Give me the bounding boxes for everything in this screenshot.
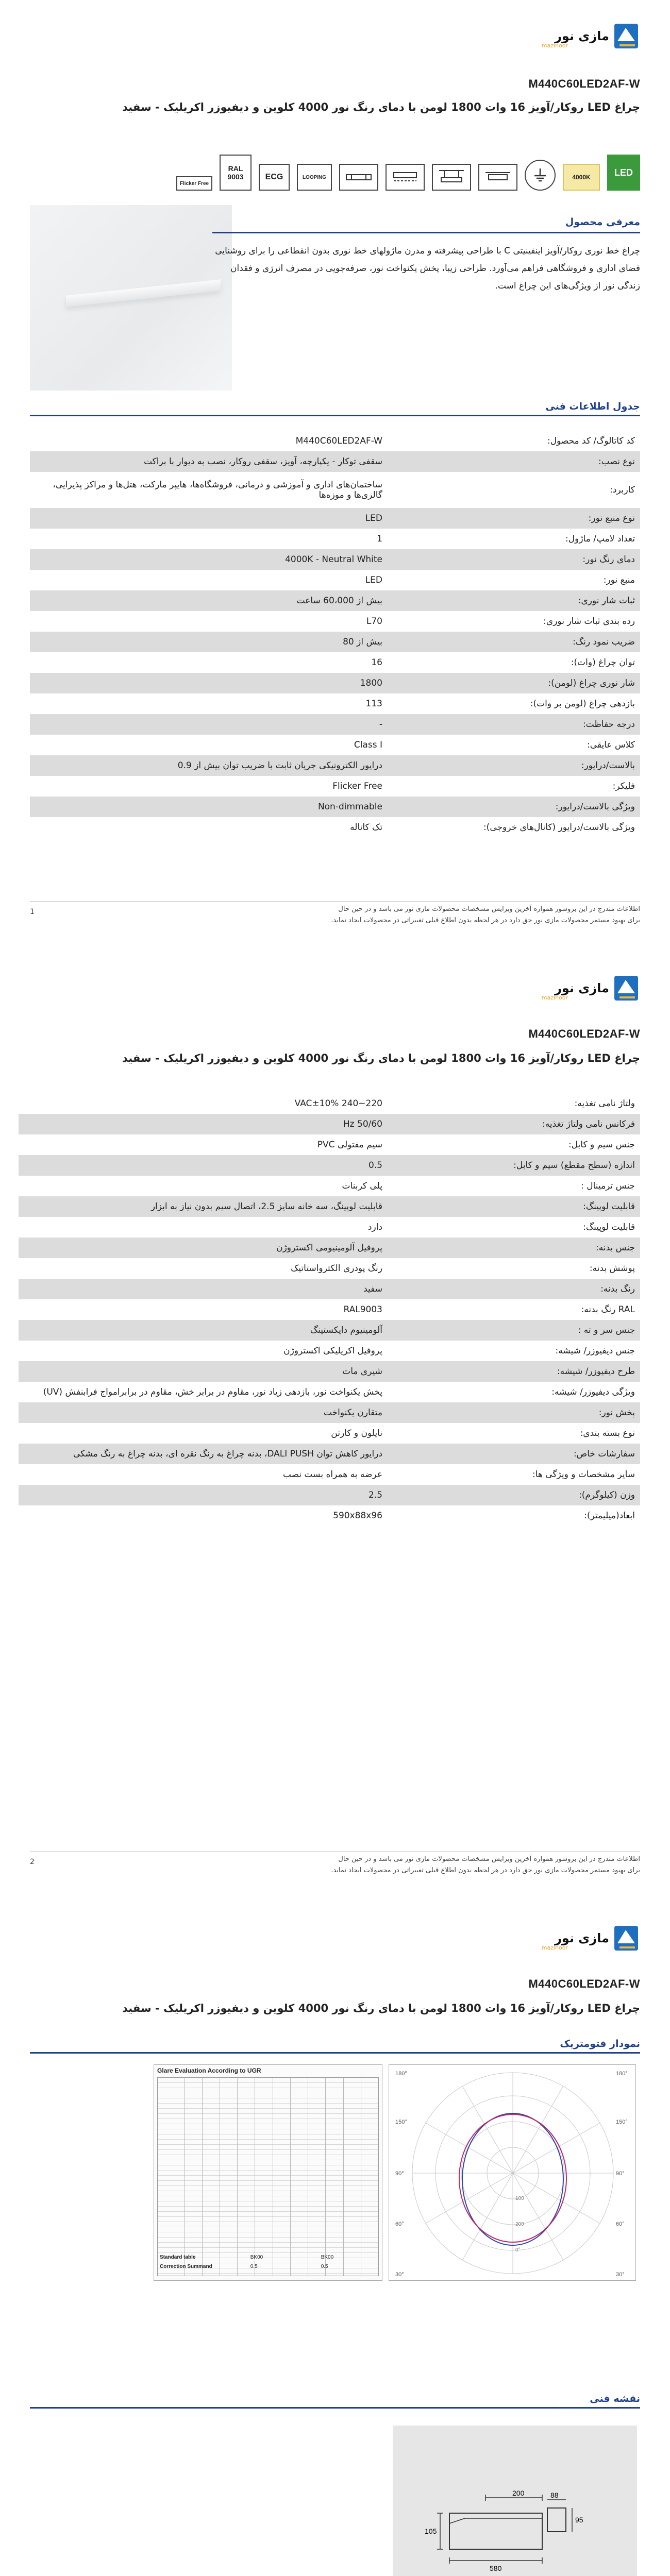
intro-heading [242, 216, 640, 232]
spec-key: دمای رنگ نور: [388, 549, 640, 570]
spec-key: بالاست/درایور: [388, 755, 640, 776]
spec-key: نوع بسته بندی: [580, 1428, 635, 1438]
spec-heading [30, 401, 640, 416]
spec-value: رنگ پودری الکترواستاتیک [291, 1263, 382, 1274]
spec-row [30, 714, 640, 735]
brand-logo [537, 21, 640, 54]
page-1 [0, 0, 670, 950]
spec-row [19, 1382, 640, 1402]
svg-text:mazinoor: mazinoor [541, 1944, 568, 1951]
svg-text:مازی نور: مازی نور [555, 981, 609, 995]
spec-value: تک کاناله [350, 822, 382, 833]
spec-title: جدول اطلاعات فنی [545, 401, 640, 412]
spec-value: Non-dimmable [30, 796, 388, 817]
spec-value: قابلیت لوپینگ، سه خانه سایز 2.5، اتصال سیم بدون نیاز به ابزار [19, 1196, 388, 1217]
glare-table [154, 2064, 382, 2281]
spec-key: تعداد لامپ/ ماژول: [565, 534, 635, 544]
spec-row [19, 1134, 640, 1155]
product-title: چراغ LED روکار/آویز 16 وات 1800 لومن با دمای رنگ نور 4000 کلوین و دیفیوزر اکریلیک - سفید [122, 101, 640, 113]
spec-value: L70 [366, 616, 382, 626]
spec-value: - [30, 714, 388, 735]
color-temp-icon [563, 164, 600, 191]
spec-key: توان چراغ (وات): [571, 657, 635, 668]
spec-key: ثبات شار نوری: [388, 590, 640, 611]
spec-value: 113 [365, 699, 382, 709]
spec-key: نوع منبع نور: [388, 508, 640, 529]
dim-length: 580 [490, 2564, 502, 2572]
ral-label: RAL [228, 164, 243, 173]
spec-row [30, 693, 640, 714]
flicker-free-icon [176, 176, 212, 191]
spec-row [30, 776, 640, 796]
led-icon [607, 155, 640, 191]
glare-grid [157, 2077, 379, 2276]
spec-row [19, 1238, 640, 1258]
polar-diagram [389, 2064, 636, 2281]
spec-key: ضریب نمود رنگ: [388, 632, 640, 652]
svg-text:مازی نور: مازی نور [555, 1931, 609, 1945]
spec-key: کلاس عایقی: [587, 740, 635, 750]
polar-ring-100: 100 [515, 2196, 524, 2201]
spec-value: پروفیل آلومینیومی اکستروژن [19, 1238, 388, 1258]
looping-icon [297, 164, 332, 191]
spec-row [30, 735, 640, 755]
spec-row [30, 632, 640, 652]
dim-height: 88 [550, 2491, 559, 2499]
spec-row [30, 451, 640, 472]
spec-row [19, 1299, 640, 1320]
spec-row [30, 529, 640, 549]
footer-line-2: برای بهبود مستمر محصولات مازی نور حق دارد در هر لحظه بدون اطلاع قبلی تغییراتی در محصولات ایجاد نماید. [331, 917, 640, 924]
polar-tick-30-r: 30° [616, 2272, 625, 2278]
spec-key: بازدهی چراغ (لومن بر وات): [530, 699, 635, 709]
footer-line-1: اطلاعات مندرج در این بروشور همواره آخرین ویرایش مشخصات محصولات مازی نور می باشد و در حین حال [338, 905, 640, 913]
page-number: 1 [30, 908, 35, 916]
product-photo [30, 205, 232, 391]
spec-value: سقفی توکار - یکپارچه، آویز، سقفی روکار، نصب به دیوار با براکت [30, 451, 388, 472]
pendant-icon [432, 164, 471, 191]
spec-row [19, 1485, 640, 1505]
spec-table-2 [19, 1093, 640, 1526]
spec-row [30, 817, 640, 838]
spec-value: متقارن یکنواخت [19, 1402, 388, 1423]
diffuser-icon [386, 164, 425, 191]
glare-val-4: 0.5 [321, 2264, 328, 2269]
polar-ring-300: 0° [515, 2247, 521, 2253]
spec-key: فرکانس نامی ولتاژ تغذیه: [388, 1114, 640, 1134]
svg-text:mazinoor: mazinoor [541, 994, 568, 1001]
spec-row [30, 472, 640, 508]
spec-row [30, 652, 640, 673]
dim-depth: 105 [425, 2527, 437, 2535]
spec-value: بیش از 80 [30, 632, 388, 652]
polar-tick-30: 30° [395, 2272, 404, 2278]
technical-drawing [393, 2426, 637, 2576]
spec-row [19, 1402, 640, 1423]
spec-key: ویژگی بالاست/درایور (کانال‌های خروجی): [483, 822, 635, 833]
glare-standard-label: Standard table [160, 2255, 196, 2260]
spec-key: پخش نور: [388, 1402, 640, 1423]
spec-key: RAL رنگ بدنه: [581, 1304, 635, 1315]
spec-key: جنس سیم و کابل: [568, 1140, 635, 1150]
spec-key: اندازه (سطح مقطع) سیم و کابل: [388, 1155, 640, 1176]
page-3 [0, 1900, 670, 2576]
glare-correction-label: Correction Summand [160, 2264, 212, 2269]
polar-tick-180-r: 180° [616, 2071, 628, 2077]
model-code: M440C60LED2AF-W [528, 77, 640, 90]
spec-row [30, 611, 640, 632]
spec-value: LED [365, 575, 382, 585]
ecg-label: ECG [265, 173, 283, 181]
spec-row [19, 1341, 640, 1361]
footer-note [30, 1854, 640, 1876]
ral-icon [220, 155, 252, 191]
product-title: چراغ LED روکار/آویز 16 وات 1800 لومن با دمای رنگ نور 4000 کلوین و دیفیوزر اکریلیک - سفید [122, 1052, 640, 1064]
spec-row [19, 1320, 640, 1341]
spec-key: جنس بدنه: [388, 1238, 640, 1258]
spec-value: 2.5 [19, 1485, 388, 1505]
spec-value: پلی کربنات [342, 1181, 382, 1191]
spec-key: نوع نصب: [388, 451, 640, 472]
spec-key: رده بندی ثبات شار نوری: [543, 616, 635, 626]
svg-text:مازی نور: مازی نور [555, 29, 609, 43]
intro-title: معرفی محصول [565, 216, 640, 228]
spec-value: 1800 [30, 673, 388, 693]
spec-value: 4000K - Neutral White [30, 549, 388, 570]
spec-key: ولتاژ نامی تغذیه: [574, 1098, 635, 1109]
spec-value: نایلون و کارتن [331, 1428, 382, 1438]
spec-key: قابلیت لوپینگ: [583, 1222, 635, 1232]
spec-value: عرضه به همراه بست نصب [282, 1469, 382, 1480]
spec-key: منبع نور: [603, 575, 635, 585]
ground-icon [525, 160, 556, 191]
looping-label: LOOPING [302, 174, 327, 180]
spec-row [19, 1196, 640, 1217]
spec-value: 50/60 Hz [19, 1114, 388, 1134]
spec-value: RAL9003 [343, 1304, 382, 1315]
spec-value: سفید [19, 1279, 388, 1299]
drawing-heading [30, 2393, 640, 2409]
dim-inner: 95 [575, 2516, 583, 2524]
polar-tick-90: 90° [395, 2171, 404, 2177]
spec-key: رنگ بدنه: [388, 1279, 640, 1299]
polar-tick-60-r: 60° [616, 2221, 625, 2227]
glare-val-2: BK00 [321, 2255, 334, 2260]
glare-val-3: 0.5 [250, 2264, 258, 2269]
model-code: M440C60LED2AF-W [528, 1977, 640, 1990]
spec-key: سایر مشخصات و ویژگی ها: [532, 1469, 635, 1480]
spec-row [19, 1217, 640, 1238]
surface-mount-icon [478, 164, 517, 191]
spec-key: ویژگی بالاست/درایور: [388, 796, 640, 817]
spec-key: پوشش بدنه: [589, 1263, 635, 1274]
model-code: M440C60LED2AF-W [528, 1027, 640, 1040]
polar-ring-200: 200 [515, 2222, 524, 2227]
polar-tick-180: 180° [395, 2071, 407, 2077]
spec-key: فلیکر: [612, 781, 635, 791]
flicker-free-label: Flicker Free [179, 180, 209, 187]
spec-value: درایور کاهش توان DALI PUSH، بدنه چراغ به رنگ نقره ای، بدنه چراغ به رنگ مشکی [19, 1444, 388, 1464]
spec-value: دارد [367, 1222, 382, 1232]
spec-key: جنس سر و ته : [388, 1320, 640, 1341]
drawing-title: نقشه فنی [590, 2393, 640, 2404]
feature-icons [176, 155, 640, 191]
svg-text:mazinoor: mazinoor [541, 42, 568, 49]
spec-value: Flicker Free [332, 781, 382, 791]
spec-row [19, 1155, 640, 1176]
spec-value: 590x88x96 [333, 1511, 382, 1521]
glare-title: Glare Evaluation According to UGR [157, 2067, 261, 2074]
brand-logo [537, 1923, 640, 1956]
spec-row [30, 570, 640, 590]
page-2 [0, 950, 670, 1900]
spec-value: 1 [377, 534, 382, 544]
photometric-title: نمودار فتومتریک [560, 2038, 640, 2049]
glare-val-1: BK00 [250, 2255, 263, 2260]
ecg-icon [259, 164, 290, 191]
spec-row [19, 1176, 640, 1196]
intro-text: چراغ خط نوری روکار/آویز اینفینیتی C با طراحی پیشرفته و مدرن ماژولهای خط نوری بدون انقطاعی را برای روشنایی فضای اداری و فروشگاهی فراهم می‌آورد. طراحی زیبا، پخش یکنواخت نور، صرفه‌جویی در مصرف انرژی و فقدان زندگی نور از ویژگی‌های این چراغ است. [215, 246, 640, 291]
footer-note [30, 904, 640, 926]
spec-row [30, 549, 640, 570]
spec-key: طرح دیفیوزر/ شیشه: [388, 1361, 640, 1382]
spec-row [30, 755, 640, 776]
spec-value: M440C60LED2AF-W [295, 436, 382, 446]
polar-tick-150-r: 150° [616, 2119, 628, 2125]
spec-row [30, 508, 640, 529]
spec-table-1 [30, 431, 640, 838]
spec-value: 0.5 [19, 1155, 388, 1176]
spec-row [19, 1093, 640, 1114]
footer-line-1: اطلاعات مندرج در این بروشور همواره آخرین ویرایش مشخصات محصولات مازی نور می باشد و در حین حال [338, 1855, 640, 1863]
spec-value: ساختمان‌های اداری و آموزشی و درمانی، فروشگاه‌ها، هایپر مارکت، هتل‌ها و مراکز پذیرایی، گالری‌ها و موزه‌ها [53, 480, 382, 500]
spec-key: جنس دیفیوزر/ شیشه: [555, 1346, 635, 1356]
spec-row [19, 1258, 640, 1279]
spec-value: درایور الکترونیکی جریان ثابت با ضریب توان بیش از 0.9 [30, 755, 388, 776]
spec-row [19, 1279, 640, 1299]
spec-value: آلومینیوم دایکستینگ [19, 1320, 388, 1341]
spec-key: کد کاتالوگ/ کد محصول: [547, 436, 635, 446]
brand-logo [537, 973, 640, 1006]
spec-key: وزن (کیلوگرم): [388, 1485, 640, 1505]
spec-value: بیش از 60،000 ساعت [30, 590, 388, 611]
spec-value: شیری مات [19, 1361, 388, 1382]
spec-key: ویژگی دیفیوزر/ شیشه: [551, 1387, 635, 1397]
spec-row [19, 1464, 640, 1485]
spec-key: ابعاد(میلیمتر): [584, 1511, 635, 1521]
spec-row [19, 1505, 640, 1526]
intro-divider [212, 232, 640, 233]
spec-value: 220~240 VAC±10% [294, 1098, 382, 1109]
footer-line-2: برای بهبود مستمر محصولات مازی نور حق دارد در هر لحظه بدون اطلاع قبلی تغییراتی در محصولات ایجاد نماید. [331, 1867, 640, 1874]
spec-key: درجه حفاظت: [388, 714, 640, 735]
spec-row [30, 431, 640, 451]
spec-key: جنس ترمینال : [581, 1181, 635, 1191]
photometric-heading [30, 2038, 640, 2054]
profile-icon [339, 164, 378, 191]
polar-tick-90-r: 90° [616, 2171, 625, 2177]
spec-value: LED [30, 508, 388, 529]
dim-width: 200 [512, 2489, 525, 2497]
polar-tick-60: 60° [395, 2221, 404, 2227]
polar-tick-150: 150° [395, 2119, 407, 2125]
spec-row [30, 673, 640, 693]
spec-key: کاربرد: [610, 485, 635, 495]
spec-value: Class I [354, 740, 382, 750]
spec-value: سیم مفتولی PVC [317, 1140, 382, 1150]
spec-row [19, 1114, 640, 1134]
spec-value: پخش یکنواخت نور، بازدهی زیاد نور، مقاوم در برابر خش، مقاوم در برابرامواج فرابنفش (UV) [43, 1387, 382, 1397]
ral-code: 9003 [227, 173, 244, 181]
spec-row [19, 1423, 640, 1444]
led-icon-label: LED [614, 167, 633, 178]
spec-row [19, 1444, 640, 1464]
color-temp-label: 4000K [572, 174, 591, 181]
spec-row [19, 1361, 640, 1382]
spec-value: 16 [371, 657, 382, 668]
product-title: چراغ LED روکار/آویز 16 وات 1800 لومن با دمای رنگ نور 4000 کلوین و دیفیوزر اکریلیک - سفید [122, 2002, 640, 2014]
spec-row [30, 590, 640, 611]
spec-key: شار نوری چراغ (لومن): [388, 673, 640, 693]
spec-value: پروفیل اکریلیکی اکستروژن [283, 1346, 382, 1356]
spec-key: سفارشات خاص: [388, 1444, 640, 1464]
page-number: 2 [30, 1858, 35, 1866]
spec-row [30, 796, 640, 817]
spec-key: قابلیت لوپینگ: [388, 1196, 640, 1217]
